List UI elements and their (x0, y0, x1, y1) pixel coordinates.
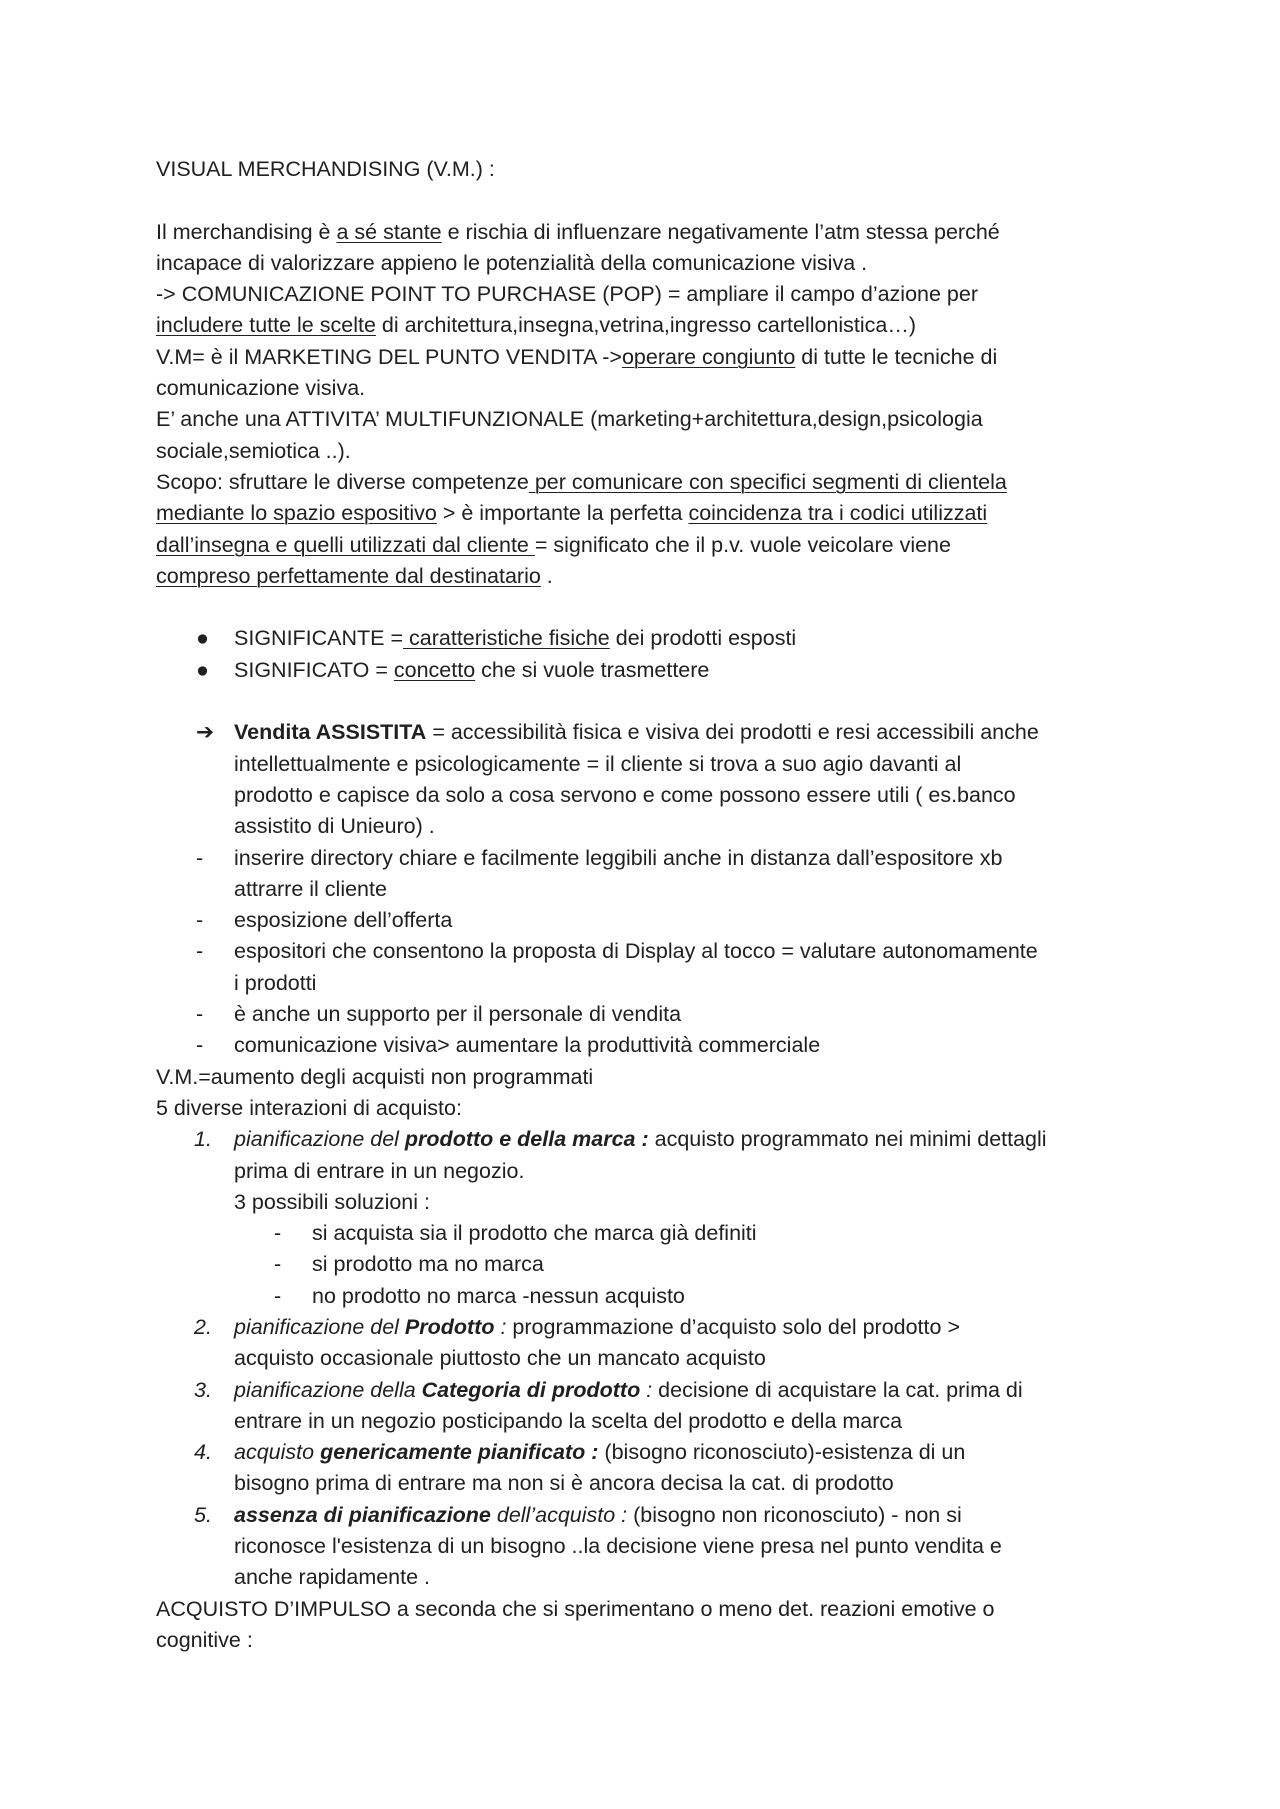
dash-item: - inserire directory chiare e facilmente leggibili anche in distanza dall’espositore xb (156, 843, 1146, 874)
intro-line: comunicazione visiva. (156, 376, 366, 401)
numbered-item: 1. pianificazione del prodotto e della marca : acquisto programmato nei minimi dettagli (156, 1124, 1146, 1155)
assistita-line: prodotto e capisce da solo a cosa servono e come possono essere utili ( es.banco (234, 782, 1016, 807)
item-number: 1. (194, 1127, 212, 1152)
intro-line: sociale,semiotica ..). (156, 438, 351, 463)
numbered-item-cont: anche rapidamente . (234, 1565, 431, 1590)
item-number: 4. (194, 1440, 212, 1465)
intro-line: dall’insegna e quelli utilizzati dal cliente = significato che il p.v. vuole veicolare viene (156, 532, 951, 557)
assistita-item: ➔ Vendita ASSISTITA = accessibilità fisica e visiva dei prodotti e resi accessibili anche (156, 717, 1146, 748)
dash-marker: - (196, 939, 204, 964)
dash-item: - espositori che consentono la proposta di Display al tocco = valutare autonomamente (156, 936, 1146, 967)
vm-line: V.M.=aumento degli acquisti non programmati (156, 1064, 594, 1089)
dash-marker: - (274, 1221, 282, 1246)
intro-line: Scopo: sfruttare le diverse competenze per comunicare con specifici segmenti di clientela (156, 469, 1007, 494)
numbered-item: 3. pianificazione della Categoria di prodotto : decisione di acquistare la cat. prima di (156, 1375, 1146, 1406)
intro-line: mediante lo spazio espositivo > è importante la perfetta coincidenza tra i codici utilizzati (156, 501, 988, 526)
numbered-item-cont: acquisto occasionale piuttosto che un mancato acquisto (234, 1346, 766, 1371)
dash-item-cont: attrarre il cliente (234, 876, 387, 901)
item-number: 3. (194, 1377, 212, 1402)
dash-marker: - (196, 1033, 204, 1058)
dash-marker: - (196, 908, 204, 933)
numbered-item: 4. acquisto genericamente pianificato : (bisogno riconosciuto)-esistenza di un (156, 1437, 1146, 1468)
numbered-item-cont: prima di entrare in un negozio. (234, 1158, 525, 1183)
dash-marker: - (274, 1252, 282, 1277)
dash-item: - è anche un supporto per il personale di vendita (156, 999, 1146, 1030)
dash-marker: - (196, 1002, 204, 1027)
intro-line: incapace di valorizzare appieno le potenzialità della comunicazione visiva . (156, 250, 868, 275)
document-title: VISUAL MERCHANDISING (V.M.) : (156, 157, 495, 181)
numbered-item: 5. assenza di pianificazione dell’acquisto : (bisogno non riconosciuto) - non si (156, 1500, 1146, 1531)
dash-item: - comunicazione visiva> aumentare la produttività commerciale (156, 1030, 1146, 1061)
dash-item-cont: i prodotti (234, 970, 317, 995)
sub-dash-item: - si acquista sia il prodotto che marca già definiti (156, 1218, 1146, 1249)
item-number: 5. (194, 1502, 212, 1527)
dash-item: - esposizione dell’offerta (156, 905, 1146, 936)
intro-line: compreso perfettamente dal destinatario . (156, 563, 553, 588)
assistita-line: intellettualmente e psicologicamente = il cliente si trova a suo agio davanti al (234, 751, 962, 776)
impulso-line: ACQUISTO D’IMPULSO a seconda che si sperimentano o meno det. reazioni emotive o (156, 1596, 995, 1621)
assistita-line: assistito di Unieuro) . (234, 814, 435, 839)
item-number: 2. (194, 1314, 212, 1339)
sub-dash-item: - si prodotto ma no marca (156, 1249, 1146, 1280)
bullet-item: ● SIGNIFICANTE = caratteristiche fisiche dei prodotti esposti (156, 623, 1146, 654)
numbered-item-cont: riconosce l'esistenza di un bisogno ..la decisione viene presa nel punto vendita e (234, 1534, 1002, 1559)
dash-marker: - (196, 845, 204, 870)
numbered-item-cont: entrare in un negozio posticipando la scelta del prodotto e della marca (234, 1408, 903, 1433)
arrow-right-icon: ➔ (196, 720, 215, 745)
intro-line: E’ anche una ATTIVITA’ MULTIFUNZIONALE (marketing+architettura,design,psicologia (156, 407, 983, 432)
dash-marker: - (274, 1283, 282, 1308)
bullet-icon: ● (196, 657, 209, 682)
numbered-item: 2. pianificazione del Prodotto : programmazione d’acquisto solo del prodotto > (156, 1312, 1146, 1343)
intro-line: includere tutte le scelte di architettura,insegna,vetrina,ingresso cartellonistica…) (156, 313, 917, 338)
numbered-item-cont: bisogno prima di entrare ma non si è ancora decisa la cat. di prodotto (234, 1471, 894, 1496)
bullet-icon: ● (196, 626, 209, 651)
document-body (156, 154, 1146, 1656)
sub-dash-item: - no prodotto no marca -nessun acquisto (156, 1281, 1146, 1312)
intro-line: -> COMUNICAZIONE POINT TO PURCHASE (POP) = ampliare il campo d’azione per (156, 282, 979, 307)
impulso-line: cognitive : (156, 1627, 253, 1652)
five-line: 5 diverse interazioni di acquisto: (156, 1095, 462, 1120)
intro-line: V.M= è il MARKETING DEL PUNTO VENDITA ->operare congiunto di tutte le tecniche di (156, 344, 998, 369)
numbered-item-cont: 3 possibili soluzioni : (234, 1189, 430, 1214)
intro-line: Il merchandising è a sé stante e rischia di influenzare negativamente l’atm stessa perché (156, 219, 1000, 244)
bullet-item: ● SIGNIFICATO = concetto che si vuole trasmettere (156, 655, 1146, 686)
